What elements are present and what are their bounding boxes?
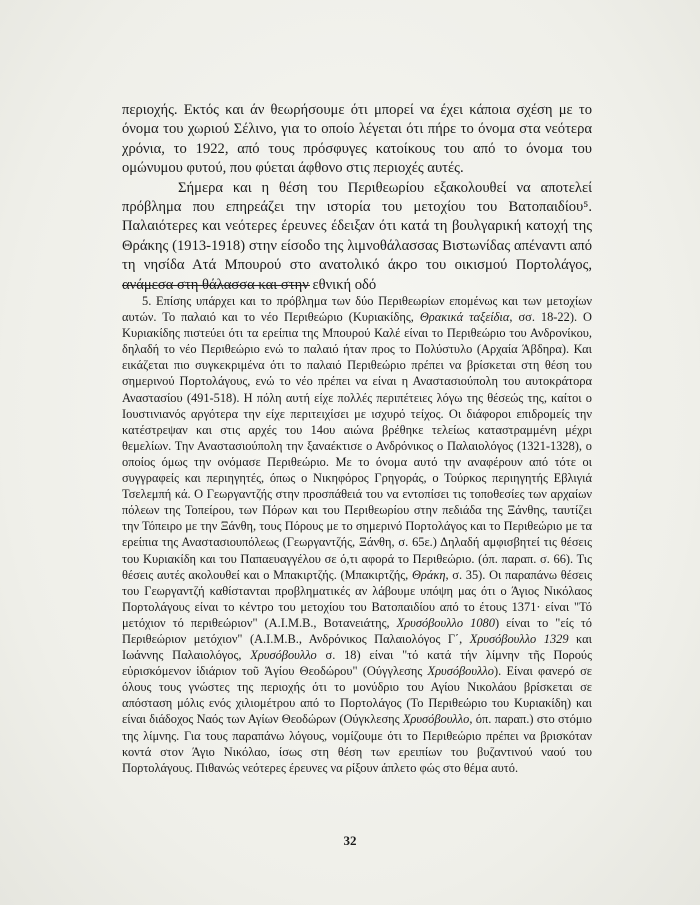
footnote-segment: , σσ. 18-22). Ο Κυριακίδης πιστεύει ότι τα ερείπια της Μπουρού Καλέ είναι το Περιθεώριο του Ανδρονίκου, δηλαδή το νέο Περιθεώριο ενώ το παλαιό ήταν προς το Πολύστυλο (Αρχαία Άβδηρα). Και εικάζεται πιο συγκεκριμένα ότι το παλαιό Περιθεώριο πρέπει να βρίσκεται στη θέση του σημερινού Πορτολάγους, ενώ το νέο πρέπει να είναι η Αναστασιούπολη του αυτοκράτορα Αναστασίου (491-518). Η πόλη αυτή είχε πολλές περιπέτειες λόγω της θέσεώς της, καίτοι ο Ιουστινιανός αργότερα την είχε περιτειχίσει με ισχυρό τείχος. Οι διάφοροι επιδρομείς την κατέστρεψαν και στις αρχές του 14ου αιώνα βρέθηκε τελείως καταστραμμένη μέχρι θεμελίων. Την Αναστασιούπολη την ξαναέκτισε ο Ανδρόνικος ο Παλαιολόγος (1321-1328), ο οποίος όμως την ονόμασε Περιθεώριο. Με το όνομα αυτό την αναφέρουν από τότε οι συγγραφείς και περιηγητές, όπως ο Νικηφόρος Γρηγοράς, ο Τούρκος περιηγητής Εβλιγιά Τσελεμπή κά. Ο Γεωργαντζής στην προσπάθειά του να εντοπίσει τις τοποθεσίες των αρχαίων πόλεων της Τοπείρου, των Πόρων και του Περιθεωρίου στην πεδιάδα της Ξάνθης, ταυτίζει την Τόπειρο με την Ξάνθη, τους Πόρους με το σημερινό Πορτολάγος και το Περιθεώριο με τα ερείπια της Αναστασιουπόλεως (Γεωργαντζής, Ξάνθη, σ. 65ε.) Δηλαδή αμφισβητεί τις θέσεις του Κυριακίδη και του Παπαευαγγέλου σε ό,τι αφορά το Περιθεώριο. (όπ. παραπ. σ. 66). Τις θέσεις αυτές ακολουθεί και ο Μπακιρτζής. (Μπακιρτζής, (122, 310, 592, 582)
footnote-segment-italic: Χρυσόβουλλο (250, 648, 317, 663)
footnote-segment: ). Είναι φανερό σε όλους τους γνώστες της περιοχής ότι το μονύδριο του Αγίου Νικολάου βρίσκεται σε απόσταση μόλις ενός χιλιομέτρου από το Πορτολάγος (Το Περιθεώριο του Κυριακίδη) και είναι διάδοχος Ναός των Αγίων Θεοδώρων (Ούγκλεσης (122, 664, 593, 727)
main-text (122, 101, 592, 295)
footnote-segment-italic: Χρυσόβουλλο (402, 712, 470, 727)
footnote-segment: , όπ. παραπ.) στο στόμιο της λίμνης. Για τους παραπάνω λόγους, νομίζουμε ότι το Περιθεώριο πρέπει να βρισκόταν κοντά στον Άγιο Νικόλαο, ίσως στη θέση των ερειπίων του βυζαντινού ναού του Πορτολάγους. Πιθανώς νεότερες έρευνες να ρίξουν άπλετο φώς στο θέμα αυτό. (122, 712, 592, 775)
footnote-separator (122, 285, 310, 286)
footnote (122, 293, 592, 776)
footnote-segment: ) είναι το "είς τό Περιθεώριον μετόχιον" (Α.Ι.Μ.Β., Ανδρόνικος Παλαιολόγος Γ΄, (122, 615, 593, 646)
footnote-segment: σ. 18) είναι "τό κατά τήν λίμνην τῆς Πορούς εὑρισκόμενον ἱδιάριον τοῦ Ἁγίου Θεοδώρου" (Ούγγλεσης (122, 648, 592, 679)
footnote-segment: , σ. 35). Οι παραπάνω θέσεις του Γεωργαντζή καθίστανται προβληματικές αν λάβουμε υπόψη μας ότι ο Άγιος Νικόλαος Πορτολάγους είναι το κέντρο του μετοχίου του Βατοπαιδίου από το έτους 1371· είναι "Τό μετόχιον τό περιθεώριον" (Α.Ι.Μ.Β., Βοτανειάτης, (122, 567, 592, 630)
footnote-segment-italic: Θράκη (411, 567, 446, 582)
footnote-segment-italic: Θρακικά ταξείδια (419, 310, 510, 325)
footnote-segment: και Ιωάννης Παλαιολόγος, (122, 631, 593, 663)
footnote-segment-italic: Χρυσόβουλλο 1080 (396, 615, 495, 630)
footnote-number: 5. (142, 294, 152, 308)
paragraph: Σήμερα και η θέση του Περιθεωρίου εξακολουθεί να αποτελεί πρόβλημα που επηρεάζει την ιστορία του μετοχίου του Βατοπαιδίου⁵. Παλαιότερες και νεότερες έρευνες έδειξαν ότι κατά τη βουλγαρική κατοχή της Θράκης (1913-1918) στην είσοδο της λιμνοθάλασσας Βιστωνίδας απέναντι από τη νησίδα Ατά Μπουρού στο ανατολικό άκρο του οικισμού Πορτολάγος, ανάμεσα στη θάλασσα και στην εθνική οδό (122, 179, 592, 293)
page-number: 32 (343, 833, 357, 848)
footnote-segment-italic: Χρυσόβουλλο 1329 (469, 631, 569, 646)
footnote-text (122, 293, 592, 776)
paragraph: περιοχής. Εκτός και άν θεωρήσουμε ότι μπορεί να έχει κάποια σχέση με το όνομα του χωριού Σέλινο, για το οποίο λέγεται ότι πήρε το όνομα στα νεότερα χρόνια, το 1922, από τους πρόσφυγες κατοίκους του από το όνομα του ομώνυμου φυτού, που φύεται άφθονο στις περιοχές αυτές. (122, 102, 592, 177)
footnote-segment-italic: Χρυσόβουλλο (427, 664, 494, 679)
footnote-segment: Επίσης υπάρχει και το πρόβλημα των δύο Περιθεωρίων επομένως και των μετοχίων αυτών. Το παλαιό και το νέο Περιθεώριο (Κυριακίδης, (122, 294, 592, 325)
